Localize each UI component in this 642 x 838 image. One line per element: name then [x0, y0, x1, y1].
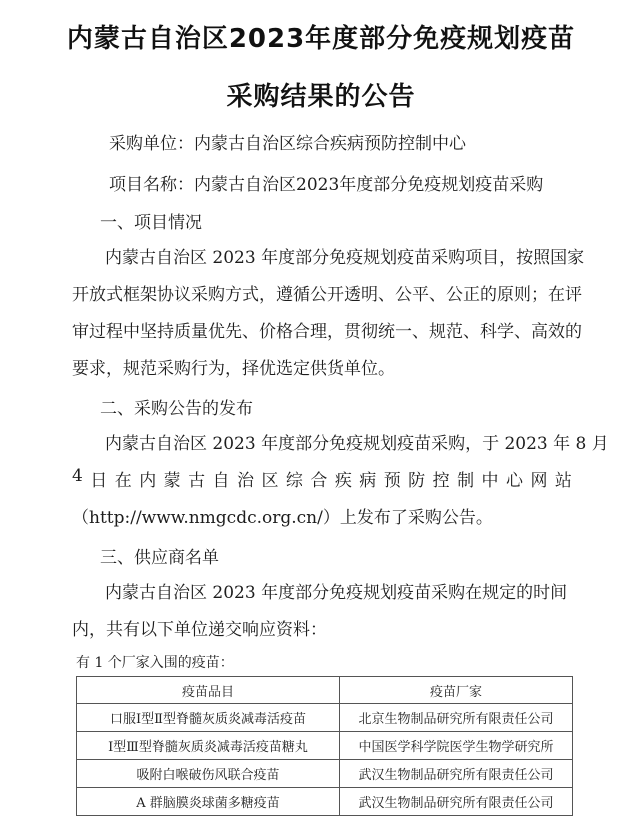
char: 网: [530, 471, 548, 491]
char: 中: [481, 471, 499, 491]
char: 在: [114, 471, 132, 491]
char: 蒙: [163, 471, 181, 491]
vaccine-cell: 吸附白喉破伤风联合疫苗: [77, 760, 340, 788]
char: 制: [457, 471, 475, 491]
char: 合: [310, 471, 328, 491]
section-1-line-2: 开放式框架协议采购方式，遵循公开透明、公平、公正的原则；在评: [72, 285, 582, 305]
char: 站: [554, 471, 572, 491]
section-2-line-2: [72, 466, 572, 491]
manufacturer-cell: 武汉生物制品研究所有限责任公司: [340, 760, 573, 788]
char: 日: [90, 471, 108, 491]
title-line-2: 采购结果的公告: [226, 82, 416, 112]
char: 病: [359, 471, 377, 491]
project-name: 项目名称：内蒙古自治区2023年度部分免疫规划疫苗采购: [109, 175, 544, 195]
table-caption: 有 1 个厂家入围的疫苗：: [76, 655, 234, 671]
section-1-line-3: 审过程中坚持质量优先、价格合理，贯彻统一、规范、科学、高效的: [72, 322, 582, 342]
char: 心: [505, 471, 523, 491]
char: 古: [188, 471, 206, 491]
section-1-line-1: 内蒙古自治区 2023 年度部分免疫规划疫苗采购项目，按照国家: [105, 248, 585, 268]
char: 疾: [334, 471, 352, 491]
table-row: [77, 760, 573, 788]
vaccine-cell: 口服Ⅰ型Ⅱ型脊髓灰质炎减毒活疫苗: [77, 704, 340, 732]
char: 4: [72, 466, 83, 486]
section-3-line-2: 内，共有以下单位递交响应资料：: [72, 620, 327, 640]
manufacturer-cell: 北京生物制品研究所有限责任公司: [340, 704, 573, 732]
column-header-manufacturer: 疫苗厂家: [340, 677, 573, 704]
section-2-line-1: 内蒙古自治区 2023 年度部分免疫规划疫苗采购，于 2023 年 8 月: [105, 434, 609, 454]
char: 防: [408, 471, 426, 491]
title-line-1: 内蒙古自治区2023年度部分免疫规划疫苗: [66, 24, 576, 54]
manufacturer-cell: 武汉生物制品研究所有限责任公司: [340, 788, 573, 816]
manufacturer-cell: 中国医学科学院医学生物学研究所: [340, 732, 573, 760]
section-1-heading: 一、项目情况: [100, 213, 202, 233]
table-row: [77, 704, 573, 732]
column-header-vaccine: 疫苗品目: [77, 677, 340, 704]
vaccine-table: [76, 676, 573, 816]
section-2-line-3: （http://www.nmgcdc.org.cn/）上发布了采购公告。: [72, 508, 493, 528]
section-3-line-1: 内蒙古自治区 2023 年度部分免疫规划疫苗采购在规定的时间: [105, 583, 568, 603]
table-row: [77, 732, 573, 760]
vaccine-cell: A 群脑膜炎球菌多糖疫苗: [77, 788, 340, 816]
procuring-unit: 采购单位：内蒙古自治区综合疾病预防控制中心: [109, 134, 466, 154]
table-header-row: [77, 677, 573, 704]
section-1-line-4: 要求，规范采购行为，择优选定供货单位。: [72, 359, 395, 379]
char: 控: [432, 471, 450, 491]
char: 综: [285, 471, 303, 491]
section-3-heading: 三、供应商名单: [100, 548, 219, 568]
char: 预: [383, 471, 401, 491]
char: 治: [237, 471, 254, 491]
char: 内: [139, 471, 157, 491]
vaccine-cell: Ⅰ型Ⅲ型脊髓灰质炎减毒活疫苗糖丸: [77, 732, 340, 760]
section-2-heading: 二、采购公告的发布: [100, 399, 253, 419]
char: 自: [212, 471, 230, 491]
table-row: [77, 788, 573, 816]
char: 区: [261, 471, 279, 491]
